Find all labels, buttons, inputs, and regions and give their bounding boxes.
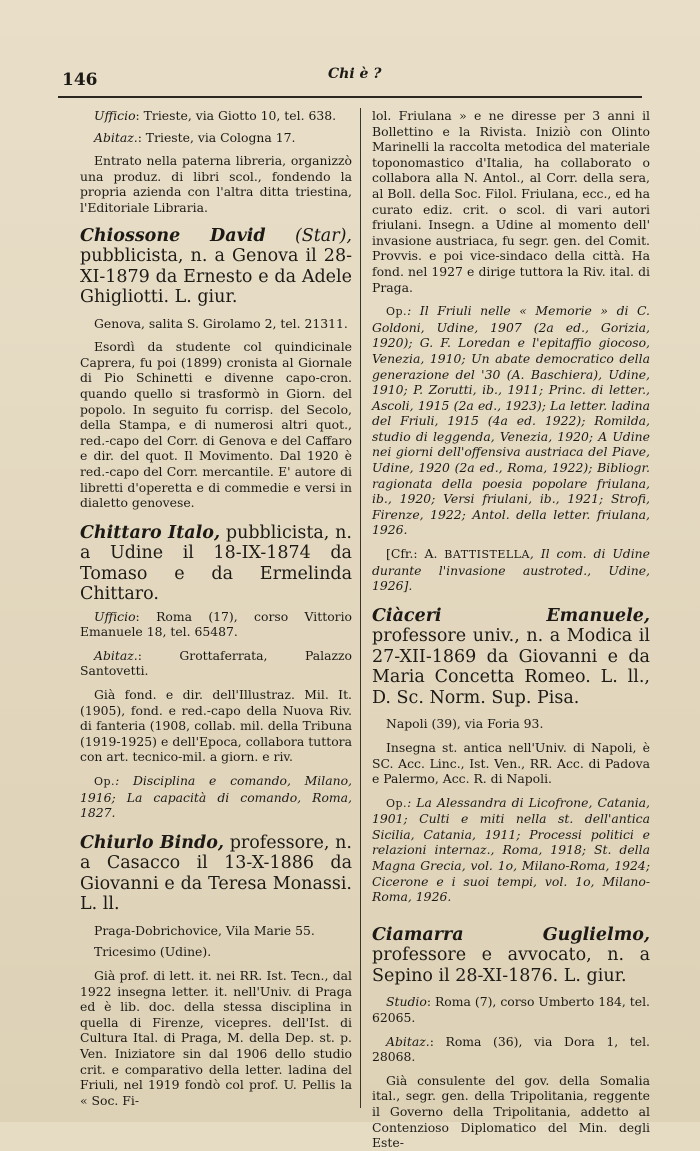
- home-text: : Grottaferrata, Palazzo Santovetti.: [80, 647, 352, 679]
- entry-bio: Insegna st. antica nell'Univ. di Napoli, è SC. Acc. Linc., Ist. Ven., RR. Acc. di Padova e Palermo, Acc. R. di Napoli.: [372, 739, 650, 787]
- running-title: Chi è ?: [328, 66, 382, 82]
- entry-pseudonym: (Star),: [265, 225, 352, 246]
- works-label: Op.: [386, 796, 408, 810]
- entry-works: [80, 773, 352, 821]
- page-header: [58, 62, 642, 90]
- right-column: [372, 108, 650, 1151]
- reference-prefix: [Cfr.: A.: [386, 546, 445, 562]
- works-text: : Disciplina e comando, Milano, 1916; La capacità di comando, Roma, 1827.: [80, 773, 352, 821]
- entry-heading-chittaro: [80, 523, 352, 605]
- entry-home-line: [80, 648, 352, 679]
- entry-home-line: [372, 1034, 650, 1065]
- office-label: Ufficio: [94, 108, 136, 123]
- home-text: : Roma (36), via Dora 1, tel. 28068.: [372, 1033, 650, 1065]
- works-text: : La Alessandra di Licofrone, Catania, 1901; Culti e miti nella st. dell'antica Sicilia, Catania, 1911; Processi politici e relazioni internaz., Roma, 1918; St. della Magna Grecia, vol. 1o, Milano-Roma, 1924; Cicerone e i suoi tempi, vol. 1o, Milano-Roma, 1926.: [372, 794, 650, 905]
- reference-author: BATTISTELLA: [444, 548, 530, 562]
- header-rule: [58, 96, 642, 98]
- home-label: Abitaz.: [386, 1033, 430, 1049]
- column-divider: [360, 108, 361, 1108]
- office-label: Ufficio: [94, 608, 136, 624]
- entry-bio: Già consulente del gov. della Somalia ital., segr. gen. della Tripolitania, reggente il Governo della Tripolitania, addetto al Contenzioso Diplomatico del Min. degli Este-: [372, 1072, 650, 1151]
- works-label: Op.: [94, 775, 116, 789]
- works-label: Op.: [386, 305, 408, 319]
- entry-address: Napoli (39), via Foria 93.: [386, 716, 544, 732]
- entry-intro: pubblicista, n. a Udine il 18-IX-1874 da Tomaso e da Ermelinda Chittaro.: [80, 522, 352, 605]
- entry-name: Chiurlo Bindo,: [80, 832, 224, 853]
- entry-address: Praga-Dobrichovice, Vila Marie 55.: [94, 922, 315, 938]
- entry-bio: Già prof. di lett. it. nei RR. Ist. Tecn., dal 1922 insegna letter. it. nell'Univ. di Praga ed è lib. doc. della stessa disciplina in quella di Firenze, vicepres. dell'Ist. di Cultura Ital. di Praga, M. della Dep. st. p. Ven. Iniziatore sin dal 1906 dello studio crit. e comparativo della letter. ladina del Friuli, nel 1919 fondò col prof. U. Pellis la « Soc. Fi-: [80, 968, 352, 1108]
- studio-label: Studio: [386, 994, 427, 1010]
- entry-name: Ciàceri Emanuele,: [372, 605, 650, 626]
- entry-name: Chiossone David: [80, 225, 266, 246]
- works-text: : Il Friuli nelle « Memorie » di C. Goldoni, Udine, 1907 (2a ed., Gorizia, 1920); G. F. Loredan e l'epitaffio giocoso, Venezia, 1910; Un abate democratico della generazione del '30 (A. Baschiera), Udine, 1910; P. Zorutti, ib., 1911; Princ. di letter., Ascoli, 1915 (2a ed., 1923); La letter. ladina del Friuli, 1915 (4a ed. 1922); Romilda, studio di leggenda, Venezia, 1920; A Udine nei giorni dell'offensiva austriaca del Piave, Udine, 1920 (2a ed., Roma, 1922); Bibliogr. ragionata della poesia popolare friulana, ib., 1920; Versi friulani, ib., 1921; Strofi, Firenze, 1922; Antol. della letter. friulana, 1926.: [372, 303, 650, 538]
- entry-office-line: [80, 609, 352, 640]
- entry-intro: professore e avvocato, n. a Sepino il 28-XI-1876. L. giur.: [372, 945, 650, 986]
- office-text: : Roma (17), corso Vittorio Emanuele 18, tel. 65487.: [80, 608, 352, 640]
- entry-intro: pubblicista, n. a Genova il 28-XI-1879 da Ernesto e da Adele Ghigliotti. L. giur.: [80, 246, 352, 308]
- office-text: : Trieste, via Giotto 10, tel. 638.: [135, 108, 337, 123]
- entry-reference: [372, 546, 650, 594]
- entry-address: Tricesimo (Udine).: [94, 944, 212, 960]
- entry-heading-chiossone: [80, 226, 352, 308]
- entry-works: [372, 303, 650, 538]
- page-number: 146: [62, 70, 98, 90]
- left-column: [80, 108, 352, 1108]
- entry-studio-line: [372, 994, 650, 1025]
- studio-text: : Roma (7), corso Umberto 184, tel. 62065.: [372, 994, 650, 1025]
- entry-name: Ciamarra Guglielmo,: [372, 924, 650, 945]
- entry-bio: Esordì da studente col quindicinale Caprera, fu poi (1899) cronista al Giornale di Pio Schinetti e divenne capo-cron. quando quello si trasformò in Giorn. del popolo. In seguito fu corrisp. del Secolo, della Stampa, e di numerosi altri quot., red.-capo del Corr. di Genova e del Caffaro e dir. del quot. Il Movimento. Dal 1920 è red.-capo del Corr. mercantile. E' autore di libretti d'operetta e di commedie e versi in dialetto genovese.: [80, 339, 352, 511]
- entry-heading-ciaceri: [372, 606, 650, 709]
- entry-works: [372, 795, 650, 905]
- entry-address: Genova, salita S. Girolamo 2, tel. 21311.: [94, 315, 348, 331]
- reference-text: , Il com. di Udine durante l'invasione austroted., Udine, 1926].: [372, 546, 650, 594]
- entry-intro: professore univ., n. a Modica il 27-XII-1869 da Giovanni e da Maria Concetta Romeo. L. ll., D. Sc. Norm. Sup. Pisa.: [372, 626, 650, 708]
- entry-bio: Entrato nella paterna libreria, organizzò una produz. di libri scol., fondendo la propria azienda con l'altra ditta triestina, l'Editoriale Libraria.: [80, 153, 352, 215]
- entry-office-line: [80, 108, 352, 124]
- entry-home-line: [80, 130, 352, 146]
- entry-intro: professore, n. a Casacco il 13-X-1886 da Giovanni e da Teresa Monassi. L. ll.: [80, 832, 352, 915]
- home-label: Abitaz.: [94, 129, 138, 145]
- entry-name: Chittaro Italo,: [80, 522, 221, 543]
- entry-heading-ciamarra: [372, 925, 650, 987]
- home-text: : Trieste, via Cologna 17.: [137, 129, 296, 145]
- entry-heading-chiurlo: [80, 833, 352, 915]
- entry-bio-continued: lol. Friulana » e ne diresse per 3 anni il Bollettino e la Rivista. Iniziò con Olinto Marinelli la raccolta metodica del materiale toponomastico d'Italia, ha collaborato o collabora alla N. Antol., al Corr. della sera, al Boll. della Soc. Filol. Friulana, ecc., ed ha curato ediz. crit. o scol. di vari autori friulani. Insegn. a Udine al momento dell' invasione austriaca, fu segr. gen. del Comit. Provvis. e poi vice-sindaco della città. Ha fond. nel 1927 e dirige tuttora la Riv. ital. di Praga.: [372, 108, 650, 295]
- entry-bio: Già fond. e dir. dell'Illustraz. Mil. It. (1905), fond. e red.-capo della Nuova Riv. di fanteria (1908, collab. mil. della Tribuna (1919-1925) e dell'Epoca, collabora tuttora con art. tecnico-mil. a giorn. e riv.: [80, 687, 352, 765]
- home-label: Abitaz.: [94, 647, 138, 663]
